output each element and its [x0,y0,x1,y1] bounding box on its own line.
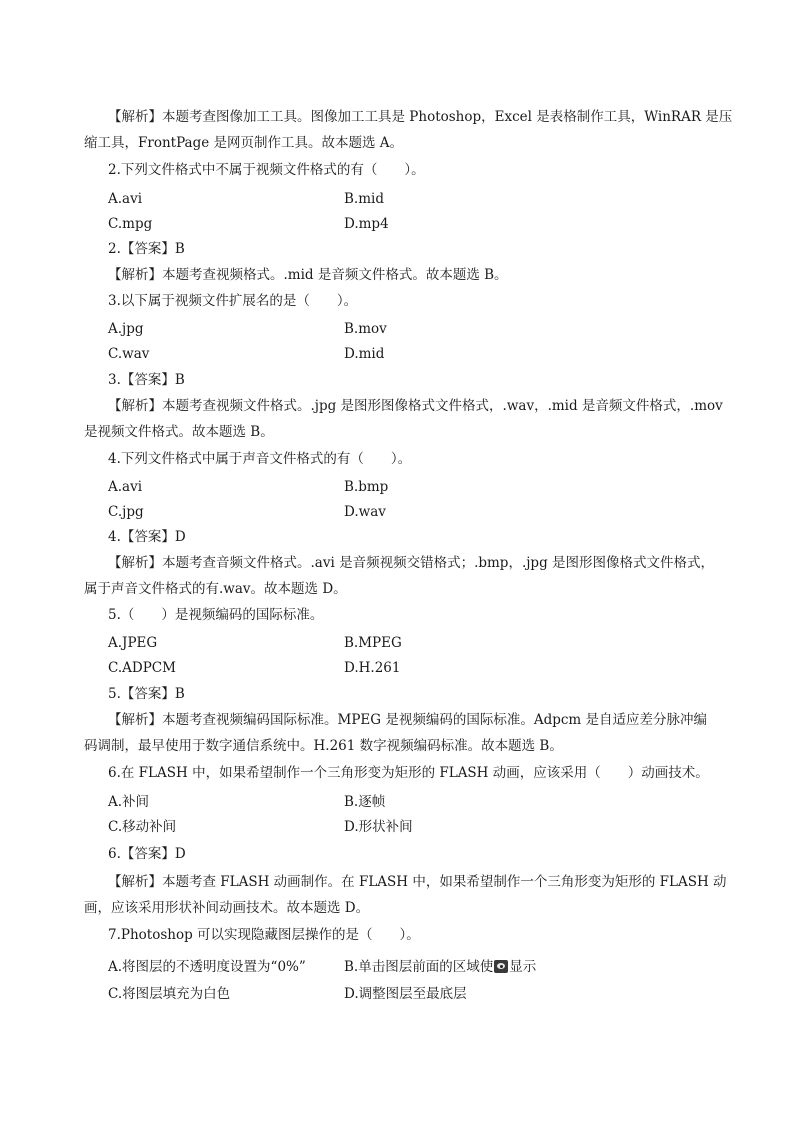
question-4-option-b: B.bmp [344,479,389,495]
question-7-option-b-text-pre: B.单击图层前面的区域使 [344,959,494,975]
question-6-analysis-line-1: 【解析】本题考查 FLASH 动画制作。在 FLASH 中，如果希望制作一个三角形变为矩形的 FLASH 动 [108,874,727,890]
question-6-stem: 6.在 FLASH 中，如果希望制作一个三角形变为矩形的 FLASH 动画，应该采用（ ）动画技术。 [108,765,709,781]
question-4-option-c: C.jpg [108,504,144,520]
question-5-option-c: C.ADPCM [108,660,176,676]
question-3-option-c: C.wav [108,346,150,362]
question-5-analysis-line-1: 【解析】本题考查视频编码国际标准。MPEG 是视频编码的国际标准。Adpcm 是自适应差分脉冲编 [108,712,708,728]
question-5-answer: 5.【答案】B [108,686,185,702]
question-2-option-d: D.mp4 [344,216,389,232]
question-6-option-b: B.逐帧 [344,794,386,810]
question-4-analysis-line-1: 【解析】本题考查音频文件格式。.avi 是音频视频交错格式；.bmp，.jpg 是图形图像格式文件格式， [108,555,715,571]
question-3-option-d: D.mid [344,346,385,362]
question-5-option-d: D.H.261 [344,660,401,676]
question-5-option-a: A.JPEG [108,635,158,651]
question-7-option-a: A.将图层的不透明度设置为“0%” [108,959,306,975]
intro-analysis-line-1: 【解析】本题考查图像加工工具。图像加工工具是 Photoshop，Excel 是表格制作工具，WinRAR 是压 [108,109,733,125]
question-4-analysis-line-2: 属于声音文件格式的有.wav。故本题选 D。 [84,581,347,597]
question-6-answer: 6.【答案】D [108,846,186,862]
question-5-analysis-line-2: 码调制，最早使用于数字通信系统中。H.261 数字视频编码标准。故本题选 B。 [84,738,563,754]
question-6-option-c: C.移动补间 [108,819,177,835]
question-5-stem: 5.（ ）是视频编码的国际标准。 [108,607,324,623]
question-3-answer: 3.【答案】B [108,372,185,388]
question-6-analysis-line-2: 画，应该采用形状补间动画技术。故本题选 D。 [84,900,370,916]
eye-icon [494,960,508,973]
question-2-analysis: 【解析】本题考查视频格式。.mid 是音频文件格式。故本题选 B。 [108,267,508,283]
question-7-stem: 7.Photoshop 可以实现隐藏图层操作的是（ ）。 [108,927,420,943]
question-2-option-b: B.mid [344,191,384,207]
question-6-option-d: D.形状补间 [344,819,413,835]
question-2-option-c: C.mpg [108,216,153,232]
question-7-option-d: D.调整图层至最底层 [344,986,467,1002]
question-4-answer: 4.【答案】D [108,529,186,545]
question-3-analysis-line-1: 【解析】本题考查视频文件格式。.jpg 是图形图像格式文件格式，.wav，.mid 是音频文件格式，.mov [108,398,723,414]
question-3-option-a: A.jpg [108,321,144,337]
question-5-option-b: B.MPEG [344,635,402,651]
question-7-option-b-text-post: 显示 [509,959,537,975]
question-4-option-d: D.wav [344,504,386,520]
question-7-option-c: C.将图层填充为白色 [108,986,231,1002]
question-4-stem: 4.下列文件格式中属于声音文件格式的有（ ）。 [108,451,412,467]
question-7-option-b [344,958,536,976]
question-3-option-b: B.mov [344,321,387,337]
question-4-option-a: A.avi [108,479,143,495]
intro-analysis-line-2: 缩工具，FrontPage 是网页制作工具。故本题选 A。 [84,135,404,151]
question-2-stem: 2.下列文件格式中不属于视频文件格式的有（ ）。 [108,162,425,178]
question-3-analysis-line-2: 是视频文件格式。故本题选 B。 [84,424,274,440]
question-6-option-a: A.补间 [108,794,150,810]
question-3-stem: 3.以下属于视频文件扩展名的是（ ）。 [108,293,358,309]
question-2-answer: 2.【答案】B [108,241,185,257]
question-2-option-a: A.avi [108,191,143,207]
